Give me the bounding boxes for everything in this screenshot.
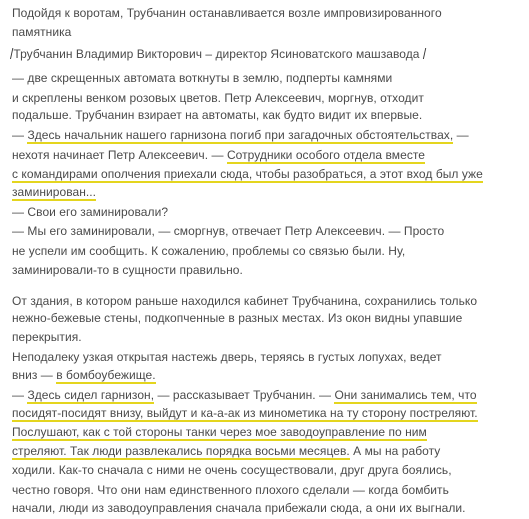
text-line [12, 367, 156, 383]
text-line [12, 443, 440, 459]
text-line [12, 166, 483, 182]
text-line: Неподалеку узкая открытая настежь дверь, теряясь в густых лопухах, ведет [12, 350, 442, 364]
text-line: — Свои его заминировали? [12, 205, 169, 219]
text-line: памятника [12, 25, 72, 39]
text-line [12, 127, 469, 143]
text-line: не успели им сообщить. К сожалению, проблемы со связью были. Ну, [12, 244, 406, 258]
text-segment: — рассказывает Трубчанин. — [154, 388, 335, 402]
close-slash: / [422, 45, 427, 63]
highlighted-quote: Сотрудники особого отдела вместе [226, 148, 426, 162]
text-segment: вниз — [12, 368, 57, 382]
text-line: Подойдя к воротам, Трубчанин останавливается возле импровизированного [12, 6, 442, 20]
text-line: начали, люди из заводоуправления сначала прибежали сюда, а они их выгнали. [12, 501, 466, 515]
caption-line [10, 46, 426, 62]
highlighted-quote: Они занимались тем, что [334, 388, 477, 402]
open-slash: / [10, 45, 14, 63]
highlighted-quote: заминирован... [12, 185, 97, 199]
caption-text: Трубчанин Владимир Викторович – директор Ясиноватского машзавода [13, 47, 420, 61]
text-line: перекрытия. [12, 330, 82, 344]
text-line: От здания, в котором раньше находился кабинет Трубчанина, сохранились только [12, 294, 478, 308]
text-line: заминировали-то в сущности правильно. [12, 263, 243, 277]
text-line: ходили. Как-то сначала с ними не очень сосуществовали, друг друга боялись, [12, 463, 452, 477]
text-line: подальше. Трубчанин взирает на автоматы, как будто видит их впервые. [12, 108, 423, 122]
text-line: нежно-бежевые стены, подкопченные в разных местах. Из окон видны упавшие [12, 311, 463, 325]
text-segment: нехотя начинает Петр Алексеевич. — [12, 148, 227, 162]
highlighted-quote: Послушают, как с той стороны танки через мое заводоуправление по ним [12, 425, 427, 439]
highlighted-quote: в бомбоубежище. [56, 368, 156, 382]
text-line: и скреплены венком розовых цветов. Петр Алексеевич, моргнув, отходит [12, 91, 424, 105]
text-line [12, 147, 425, 163]
text-segment: А мы на работу [349, 444, 441, 458]
highlighted-quote: с командирами ополчения приехали сюда, чтобы разобраться, а этот вход был уже [12, 167, 483, 181]
dash: — [12, 388, 28, 402]
text-line [12, 184, 96, 200]
dash: — [453, 128, 469, 142]
text-line [12, 387, 477, 403]
text-line: — Мы его заминировали, — сморгнув, отвечает Петр Алексеевич. — Просто [12, 224, 445, 238]
text-line: честно говоря. Что они нам единственного плохого сделали — когда бомбить [12, 483, 449, 497]
highlighted-quote: Здесь сидел гарнизон, [27, 388, 155, 402]
highlighted-quote: Здесь начальник нашего гарнизона погиб при загадочных обстоятельствах, [27, 128, 454, 142]
text-line [12, 405, 478, 421]
highlighted-quote: стреляют. Так люди развлекались порядка восьми месяцев. [12, 444, 350, 458]
highlighted-quote: посидят-посидят внизу, выйдут и ка-а-ак из минометика на ту сторону постреляют. [12, 406, 478, 420]
dash: — [12, 128, 28, 142]
text-line [12, 424, 427, 440]
text-line: — две скрещенных автомата воткнуты в землю, подперты камнями [12, 71, 393, 85]
